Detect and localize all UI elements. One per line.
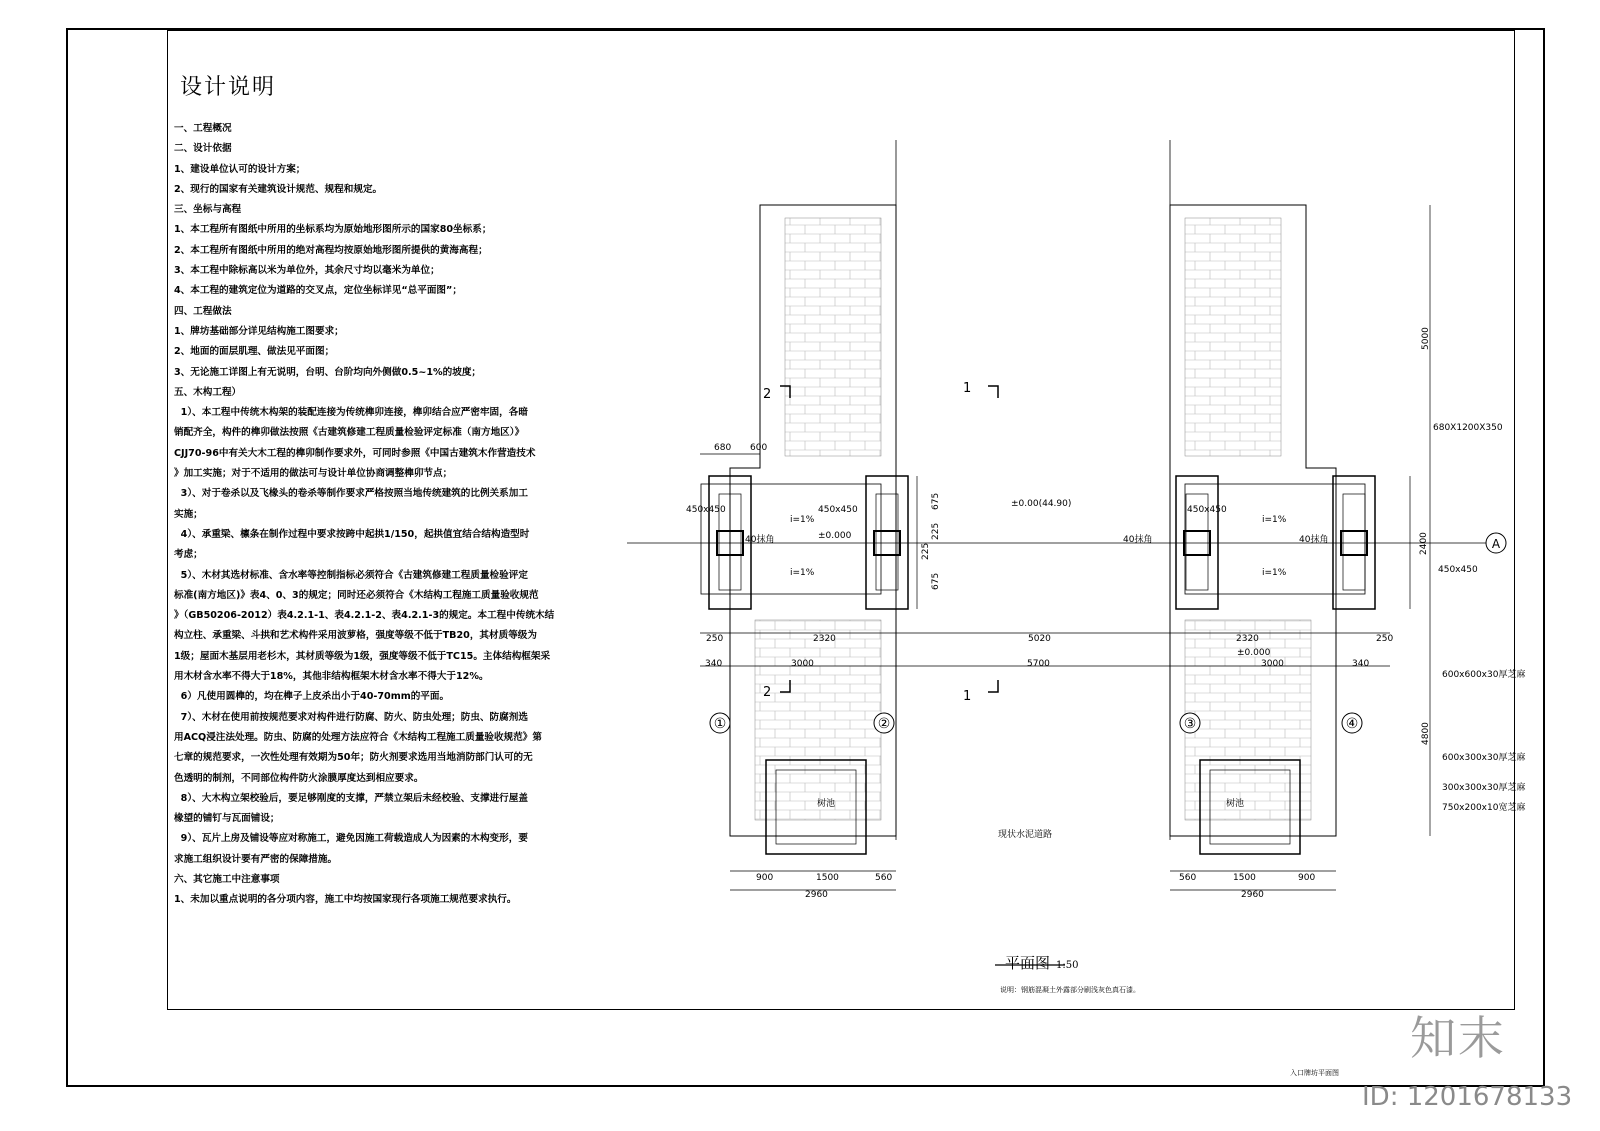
notes-line: 标准(南方地区)》表4、0、3的规定；同时还必须符合《木结构工程施工质量验收规范 [174,589,539,601]
notes-line: CJJ70-96中有关大木工程的榫卯制作要求外，可同时参照《中国古建筑木作营造技术 [174,447,536,459]
level-left: ±0.000 [818,531,852,541]
notes-line: 色透明的制剂，不同部位构件防火涂膜厚度达到相应要求。 [174,772,424,784]
notes-line: 1）、本工程中传统木构架的装配连接为传统榫卯连接，榫卯结合应严密牢固，各暗 [174,407,528,419]
dim-5000: 5000 [1421,327,1431,350]
section-1-bottom: 1 [963,689,972,704]
notes-line: 3、本工程中除标高以米为单位外，其余尺寸均以毫米为单位； [174,265,440,277]
section-1-top: 1 [963,381,972,396]
dim-2400: 2400 [1419,532,1429,555]
notes-line: 8）、大木构立架校验后，要足够刚度的支撑，严禁立架后未经校验、支撑进行屋盖 [174,792,528,804]
plan-scale: 1:50 [1056,960,1079,971]
dim-1500-left: 1500 [816,873,839,883]
axis-4-label: ④ [1345,716,1359,732]
plan-note: 说明：钢筋混凝土外露部分刷浅灰色真石漆。 [1000,986,1140,994]
axis-2-label: ② [877,716,891,732]
dim-2320-right: 2320 [1236,634,1259,644]
level-main: ±0.00(44.90) [1011,499,1072,509]
plan-title [1005,952,1078,973]
footing-size: 680X1200X350 [1433,423,1503,433]
notes-line: 3、无论施工详图上有无说明，台明、台阶均向外侧做0.5~1%的坡度； [174,366,482,378]
notes-line: 2、地面的面层肌理、做法见平面图； [174,346,335,358]
material-3: 300x300x30厚芝麻 [1442,783,1526,793]
section-2-bottom: 2 [763,685,772,700]
notes-line: 五、木构工程） [174,386,242,398]
notes-line: 6）凡使用圆榫的，均在榫子上皮杀出小于40-70mm的平面。 [174,691,450,703]
notes-line: 2、现行的国家有关建筑设计规范、规程和规定。 [174,183,383,195]
column-size-2: 450x450 [818,505,858,515]
material-1: 600x600x30厚芝麻 [1442,670,1526,680]
dim-250-a: 250 [706,634,724,644]
dim-2960-right: 2960 [1241,890,1264,900]
dim-2320-left: 2320 [813,634,836,644]
notes-line: 》加工实施；对于不适用的做法可与设计单位协商调整榫卯节点； [174,468,453,480]
notes-line: 》（GB50206-2012）表4.2.1-1、表4.2.1-2、表4.2.1-3的规定。本工程中传统木结 [174,610,555,622]
slope-right-top: i=1% [1262,515,1287,525]
slope-left-bottom: i=1% [790,568,815,578]
dim-4800: 4800 [1421,722,1431,745]
notes-line: 实施； [174,508,203,520]
chamfer-right: 40抹角 [1299,535,1329,545]
axis-1-label: ① [713,716,727,732]
dim-3000-right: 3000 [1261,659,1284,669]
notes-line: 1、牌坊基础部分详见结构施工图要求； [174,325,344,337]
dim-2960-left: 2960 [805,890,828,900]
notes-line: 四、工程做法 [174,305,232,317]
section-2-top: 2 [763,387,772,402]
notes-line: 三、坐标与高程 [174,204,242,216]
notes-line: 二、设计依据 [174,143,232,155]
dim-250-b: 250 [1376,634,1394,644]
notes-line: 4）、承重梁、檩条在制作过程中要求按跨中起拱1/150，起拱值宜结合结构造型时 [174,528,530,540]
notes-line: 1、未加以重点说明的各分项内容，施工中均按国家现行各项施工规范要求执行。 [174,894,517,906]
notes-line: 2、本工程所有图纸中所用的绝对高程均按原始地形图所提供的黄海高程； [174,244,488,256]
column-size-4: 450x450 [1438,565,1478,575]
material-2: 600x300x30厚芝麻 [1442,753,1526,763]
notes-line: 1级；屋面木基层用老杉木，其材质等级为1级，强度等级不低于TC15。主体结构框架采 [174,650,551,662]
dim-5020: 5020 [1028,634,1051,644]
dim-top-600: 600 [750,443,768,453]
tree-pit-right: 树池 [1226,799,1245,809]
column-size-3: 450x450 [1187,505,1227,515]
axis-a-label: A [1491,537,1501,551]
dim-900-right: 900 [1298,873,1316,883]
watermark-logo: 知末 [1410,1011,1506,1065]
dim-5700: 5700 [1027,659,1050,669]
notes-line: 用木材含水率不得大于18%，其他非结构框架木材含水率不得大于12%。 [174,671,489,683]
notes-line: 5）、木材其选材标准、含水率等控制指标必须符合《古建筑修建工程质量检验评定 [174,569,528,581]
dim-3000-left: 3000 [791,659,814,669]
dim-900-left: 900 [756,873,774,883]
dim-560-left: 560 [875,873,893,883]
notes-line: 1、本工程所有图纸中所用的坐标系均为原始地形图所示的国家80坐标系； [174,224,492,236]
chamfer-mid: 40抹角 [1123,535,1153,545]
notes-line: 七章的规范要求，一次性处理有效期为50年；防火剂要求选用当地消防部门认可的无 [174,752,533,764]
notes-line: 考虑； [174,549,203,561]
column-footings [709,476,1375,609]
dim-560-right: 560 [1179,873,1197,883]
notes-line: 用ACQ浸注法处理。防虫、防腐的处理方法应符合《木结构工程施工质量验收规范》第 [174,731,542,743]
notes-line: 一、工程概况 [174,123,232,134]
dim-340-left: 340 [705,659,723,669]
notes-line: 构立柱、承重梁、斗拱和艺术构件采用波萝格，强度等级不低于TB20，其材质等级为 [174,630,537,642]
dim-340-right: 340 [1352,659,1370,669]
notes-line: 1、建设单位认可的设计方案； [174,163,306,175]
slope-left-top: i=1% [790,515,815,525]
road-label: 现状水泥道路 [998,830,1053,840]
watermark-id: ID: 1201678133 [1362,1082,1573,1112]
notes-line: 3）、对于卷杀以及飞椽头的卷杀等制作要求严格按照当地传统建筑的比例关系加工 [174,488,528,500]
notes-line: 六、其它施工中注意事项 [174,873,280,885]
notes-line: 4、本工程的建筑定位为道路的交叉点，定位坐标详见“总平面图”； [174,285,462,297]
notes-title: 设计说明 [180,75,277,100]
column-size-1: 450x450 [686,505,726,515]
level-right: ±0.000 [1237,648,1271,658]
slope-right-bottom: i=1% [1262,568,1287,578]
chamfer-left: 40抹角 [745,535,775,545]
dim-mid-225b: 225 [921,542,931,560]
notes-line: 销配齐全，构件的榫卯做法按照《古建筑修建工程质量检验评定标准（南方地区）》 [174,427,525,439]
dim-top-680: 680 [714,443,732,453]
notes-line: 椽望的铺钉与瓦面铺设； [174,813,280,825]
dim-mid-225a: 225 [931,522,941,540]
axis-3-label: ③ [1183,716,1197,732]
dim-mid-675a: 675 [931,492,941,510]
notes-line: 7）、木材在使用前按规范要求对构件进行防腐、防火、防虫处理；防虫、防腐剂选 [174,711,528,723]
dim-1500-right: 1500 [1233,873,1256,883]
material-4: 750x200x10宽芝麻 [1442,803,1526,813]
plan-title-text: 平面图 [1005,954,1051,972]
sheet-name: 入口牌坊平面图 [1290,1069,1339,1077]
notes-line: 9）、瓦片上房及铺设等应对称施工，避免因施工荷载造成人为因素的木构变形，要 [174,833,528,845]
dim-mid-675b: 675 [931,572,941,590]
notes-line: 求施工组织设计要有严密的保障措施。 [174,853,338,865]
tree-pit-left: 树池 [817,799,836,809]
right-pavement [1170,205,1365,854]
